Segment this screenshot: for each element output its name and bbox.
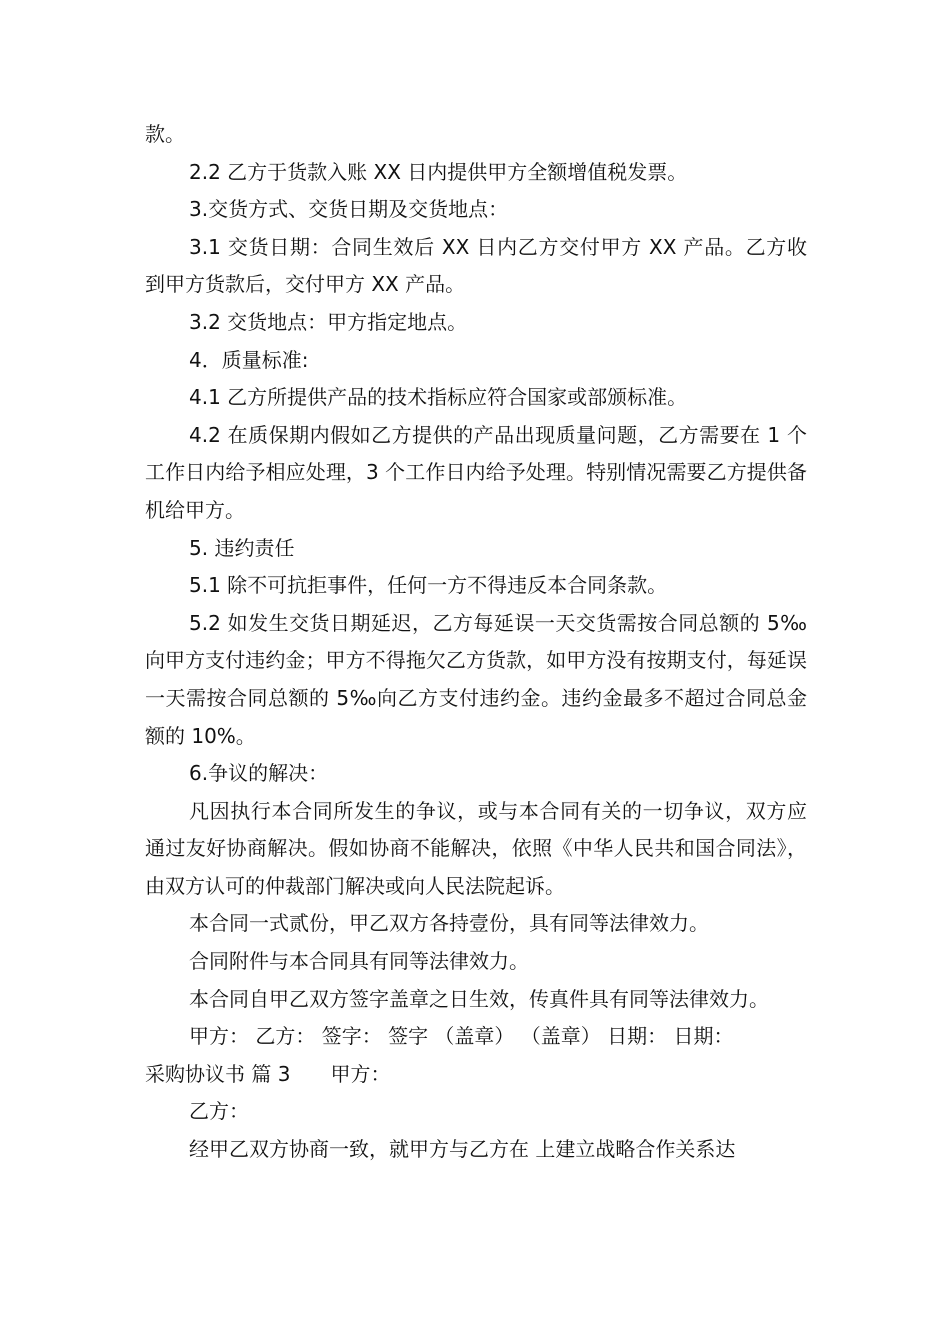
paragraph: 3.1 交货日期：合同生效后 XX 日内乙方交付甲方 XX 产品。乙方收到甲方货款后，交付甲方 XX 产品。 xyxy=(145,234,807,297)
paragraph: 本合同自甲乙双方签字盖章之日生效，传真件具有同等法律效力。 xyxy=(189,986,769,1011)
contract-title-line: 采购协议书 篇 3 甲方： xyxy=(145,1061,391,1086)
paragraph: 经甲乙双方协商一致，就甲方与乙方在 上建立战略合作关系达 xyxy=(189,1137,736,1162)
section-heading: 6.争议的解决： xyxy=(189,761,329,786)
section-heading: 4．质量标准: xyxy=(189,347,309,372)
signature-line: 甲方： 乙方： 签字： 签字 （盖章） （盖章） 日期： 日期： xyxy=(189,1024,734,1049)
document-body xyxy=(145,116,807,1169)
paragraph: 4.2 在质保期内假如乙方提供的产品出现质量问题，乙方需要在 1 个工作日内给予相应处理，3 个工作日内给予处理。特别情况需要乙方提供备机给甲方。 xyxy=(145,422,807,522)
section-heading: 3.交货方式、交货日期及交货地点： xyxy=(189,197,509,222)
paragraph: 4.1 乙方所提供产品的技术指标应符合国家或部颁标准。 xyxy=(189,385,688,410)
paragraph: 合同附件与本合同具有同等法律效力。 xyxy=(189,949,529,974)
paragraph: 5.1 除不可抗拒事件，任何一方不得违反本合同条款。 xyxy=(189,573,668,598)
party-b-line: 乙方： xyxy=(189,1099,249,1124)
paragraph: 凡因执行本合同所发生的争议，或与本合同有关的一切争议，双方应通过友好协商解决。假如协商不能解决，依照《中华人民共和国合同法》，由双方认可的仲裁部门解决或向人民法院起诉。 xyxy=(145,798,807,898)
paragraph: 2.2 乙方于货款入账 XX 日内提供甲方全额增值税发票。 xyxy=(189,159,688,184)
section-heading: 5. 违约责任 xyxy=(189,535,295,560)
paragraph: 本合同一式贰份，甲乙双方各持壹份，具有同等法律效力。 xyxy=(189,911,709,936)
paragraph: 款。 xyxy=(145,122,185,146)
paragraph: 5.2 如发生交货日期延迟，乙方每延误一天交货需按合同总额的 5‰向甲方支付违约金；甲方不得拖欠乙方货款，如甲方没有按期支付，每延误一天需按合同总额的 5‰向乙方支付违约金。违约金最多不超过合同总金额的 10%。 xyxy=(145,610,807,748)
paragraph: 3.2 交货地点：甲方指定地点。 xyxy=(189,309,468,334)
